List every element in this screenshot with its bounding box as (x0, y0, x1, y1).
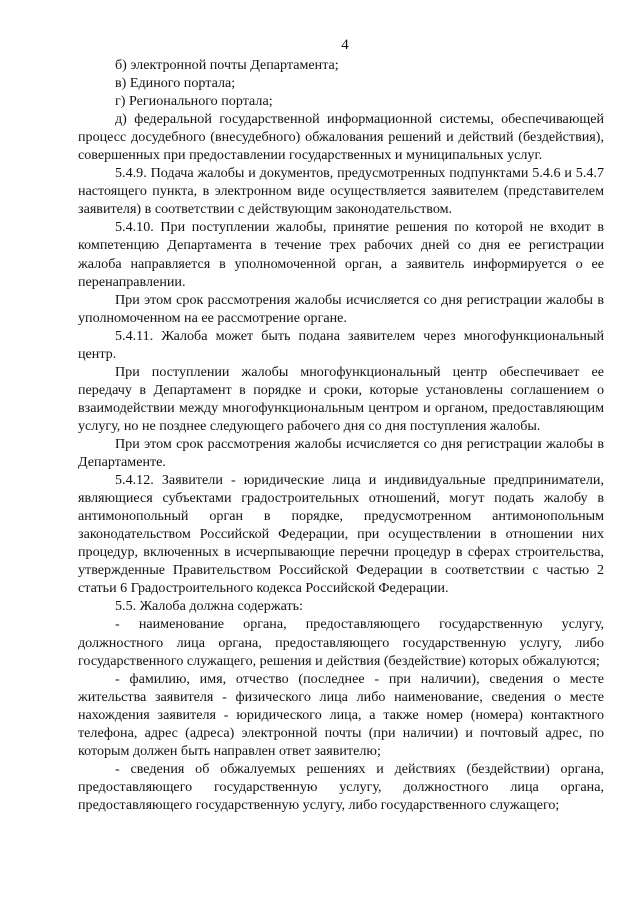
list-item-decisions: - сведения об обжалуемых решениях и действиях (бездействии) органа, предоставляющего государственную услугу, должностного лица органа, предоставляющего государственную услугу, либо государственного служащего; (78, 760, 604, 813)
document-page (78, 36, 604, 814)
paragraph-5-4-12: 5.4.12. Заявители - юридические лица и индивидуальные предприниматели, являющиеся субъектами градостроительных отношений, могут подать жалобу в антимонопольный орган в порядке, предусмотренном антимонопольным законодательством Российской Федерации, при осуществлении в отношении них процедур, включенных в исчерпывающие перечни процедур в сферах строительства, утвержденные Правительством Российской Федерации в соответствии с частью 2 статьи 6 Градостроительного кодекса Российской Федерации. (78, 472, 604, 597)
paragraph-5-4-11-mfc: При поступлении жалобы многофункциональный центр обеспечивает ее передачу в Департамент в порядке и сроки, которые установлены соглашением о взаимодействии между многофункциональным центром и органом, предоставляющим услугу, но не позднее следующего рабочего дня со дня поступления жалобы. (78, 363, 604, 434)
paragraph-5-4-10-term: При этом срок рассмотрения жалобы исчисляется со дня регистрации жалобы в уполномоченном на ее рассмотрение органе. (78, 291, 604, 326)
paragraph-item-g: г) Регионального портала; (115, 93, 273, 110)
paragraph-item-b: б) электронной почты Департамента; (115, 57, 339, 73)
paragraph-5-4-10: 5.4.10. При поступлении жалобы, принятие решения по которой не входит в компетенцию Департамента в течение трех рабочих дней со дня ее регистрации жалоба направляется в уполномоченной орган, а заявитель информируется о ее перенаправлении. (78, 219, 604, 290)
paragraph-item-v: в) Единого портала; (115, 75, 236, 92)
paragraph-5-5: 5.5. Жалоба должна содержать: (115, 598, 303, 615)
paragraph-5-4-11-term: При этом срок рассмотрения жалобы исчисляется со дня регистрации жалобы в Департаменте. (78, 435, 604, 471)
page-number: 4 (341, 37, 349, 53)
list-item-organ: - наименование органа, предоставляющего государственную услугу, должностного лица органа, предоставляющего государственную услугу, либо государственного служащего, решения и действия (бездействие) которых обжалуются; (78, 616, 604, 669)
paragraph-item-d: д) федеральной государственной информационной системы, обеспечивающей процесс досудебного (внесудебного) обжалования решений и действий (бездействия), совершенных при предоставлении государственных и муниципальных услуг. (78, 111, 604, 164)
list-item-applicant: - фамилию, имя, отчество (последнее - при наличии), сведения о месте жительства заявителя - физического лица либо наименование, сведения о месте нахождения заявителя - юридического лица, а также номер (номера) контактного телефона, адрес (адреса) электронной почты (при наличии) и почтовый адрес, по которым должен быть направлен ответ заявителю; (78, 670, 604, 759)
paragraph-5-4-11: 5.4.11. Жалоба может быть подана заявителем через многофункциональный центр. (78, 327, 604, 362)
paragraph-5-4-9: 5.4.9. Подача жалобы и документов, предусмотренных подпунктами 5.4.6 и 5.4.7 настоящего пункта, в электронном виде осуществляется заявителем (представителем заявителя) в соответствии с действующим законодательством. (78, 165, 604, 218)
